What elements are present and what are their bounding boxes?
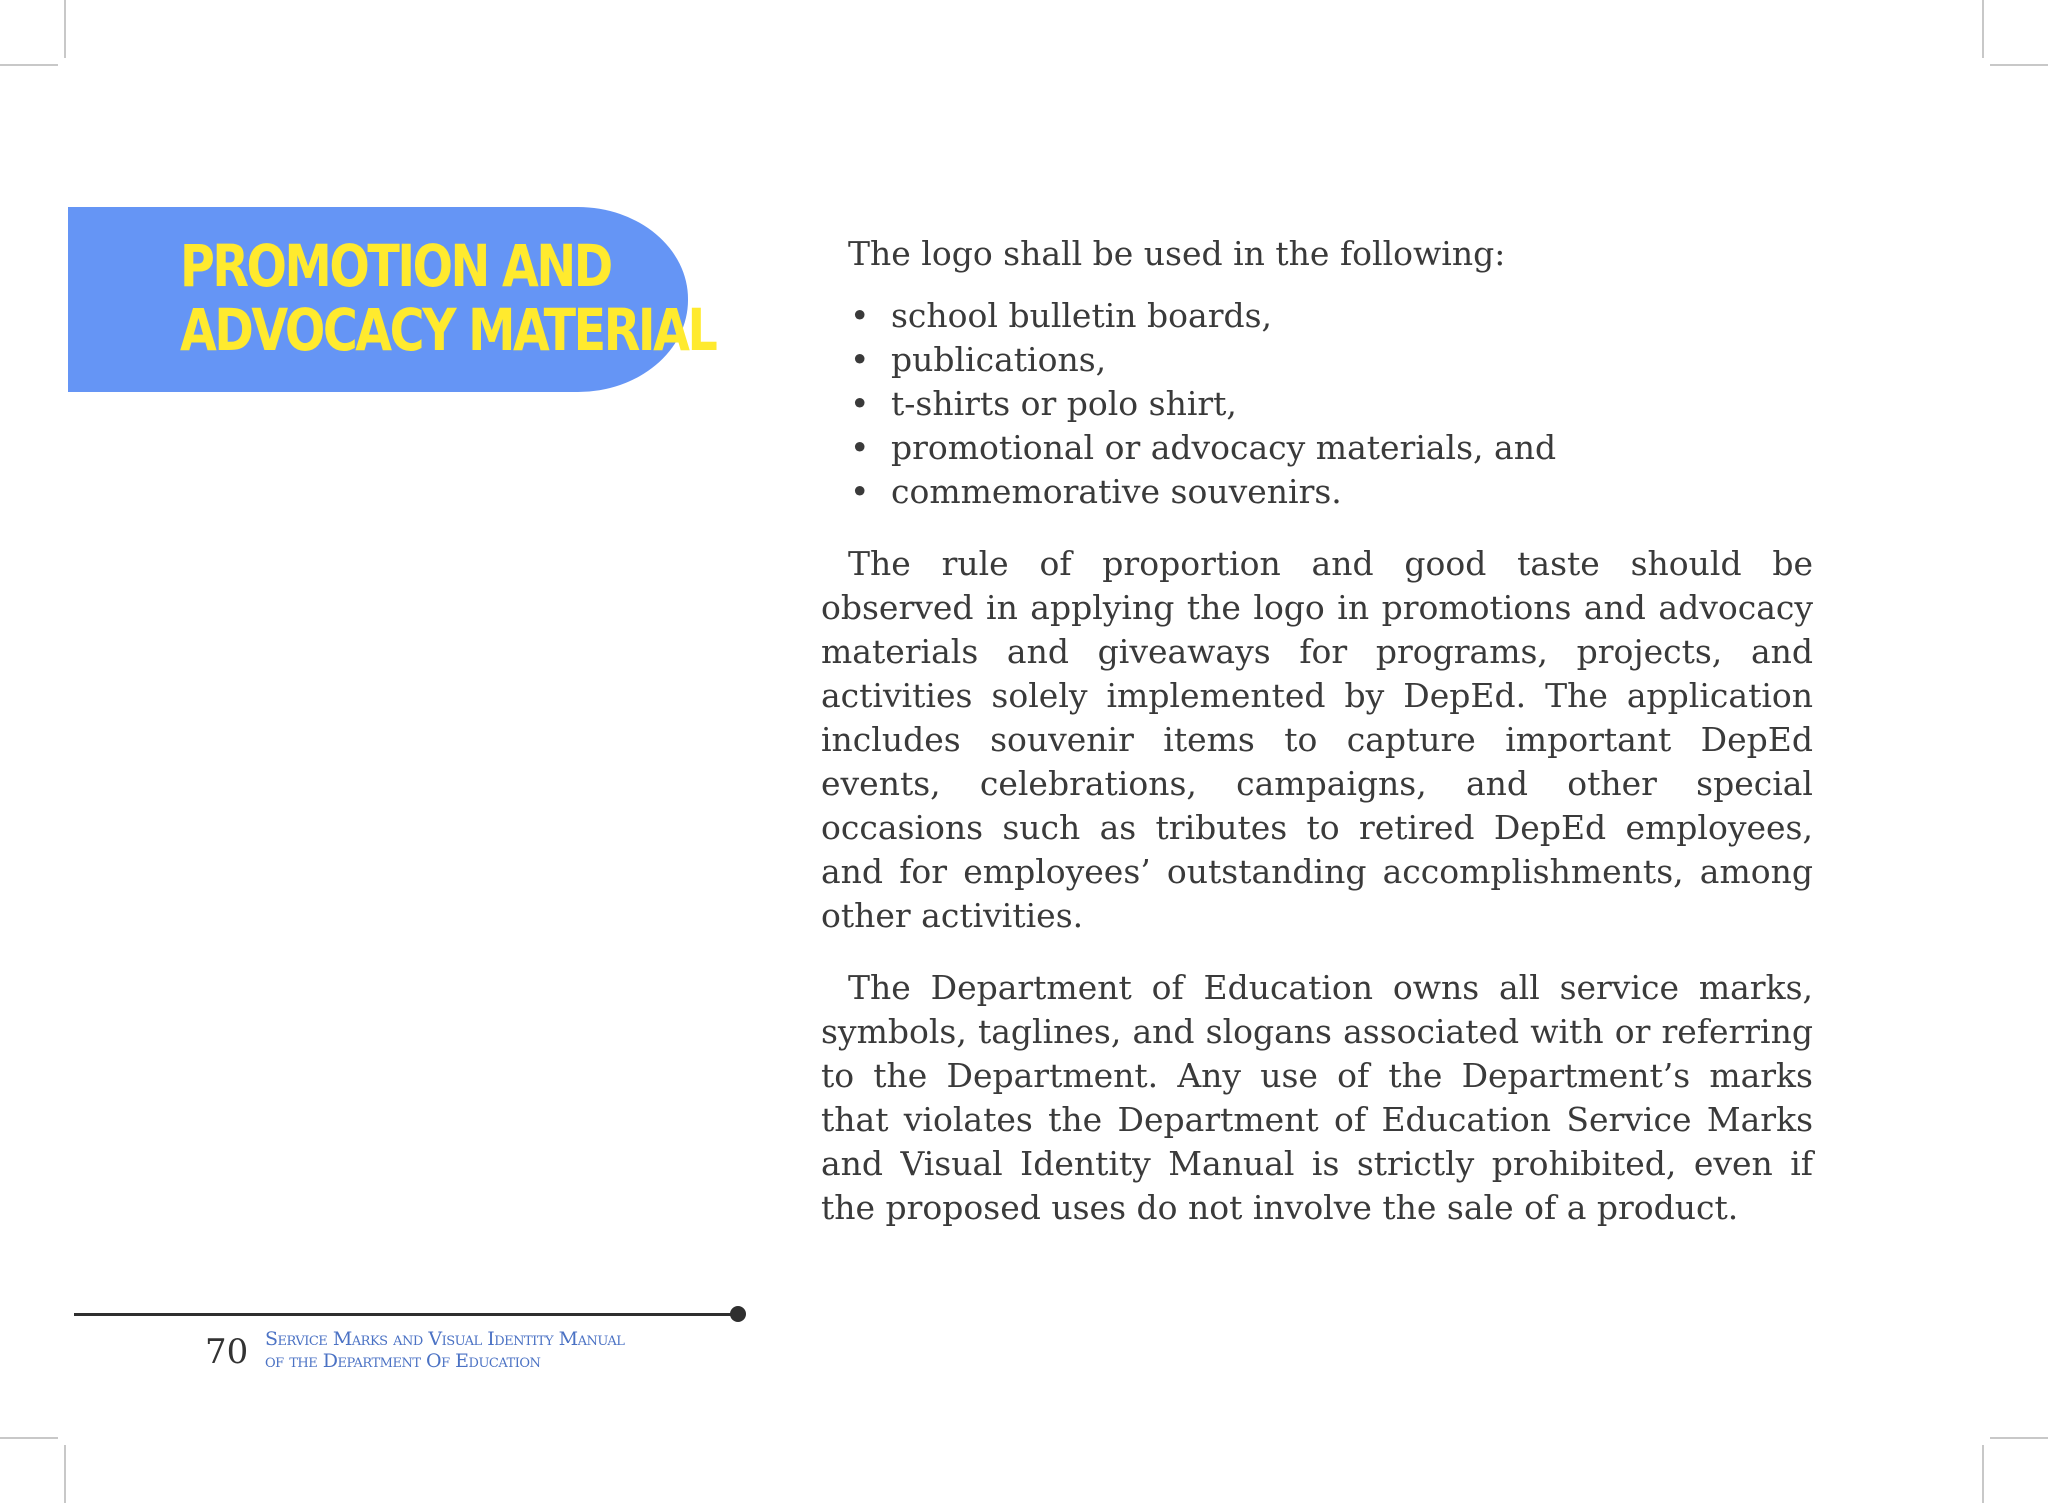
section-title-line-2: ADVOCACY MATERIAL	[180, 296, 716, 364]
list-item-text: commemorative souvenirs.	[891, 472, 1342, 511]
crop-mark-top-left-horizontal	[0, 64, 58, 66]
footer-rule-end-dot	[730, 1306, 746, 1322]
footer-title-line-1: Service Marks and Visual Identity Manual	[265, 1328, 625, 1350]
bullet-icon: •	[850, 472, 870, 511]
bullet-icon: •	[850, 428, 870, 467]
crop-mark-bottom-left-vertical	[64, 1445, 66, 1503]
section-title	[180, 232, 716, 364]
usage-list	[821, 294, 1813, 514]
footer-manual-title	[265, 1328, 745, 1372]
paragraph-proportion: The rule of proportion and good taste should be observed in applying the logo in promotions and advocacy materials and giveaways for programs, projects, and activities solely implemented by DepEd. The application includes souvenir items to capture important DepEd events, celebrations, campaigns, and other special occasions such as tributes to retired DepEd employees, and for employees’ outstanding accomplishments, among other activities.	[821, 544, 1813, 935]
bullet-icon: •	[850, 296, 870, 335]
crop-mark-top-right-horizontal	[1990, 64, 2048, 66]
crop-mark-bottom-right-vertical	[1982, 1445, 1984, 1503]
crop-mark-top-right-vertical	[1982, 0, 1984, 58]
list-item	[821, 426, 1813, 470]
paragraph-ownership: The Department of Education owns all service marks, symbols, taglines, and slogans associated with or referring to the Department. Any use of the Department’s marks that violates the Department of Education Service Marks and Visual Identity Manual is strictly prohibited, even if the proposed uses do not involve the sale of a product.	[821, 968, 1813, 1227]
crop-mark-bottom-left-horizontal	[0, 1437, 58, 1439]
bullet-icon: •	[850, 384, 870, 423]
crop-mark-bottom-right-horizontal	[1990, 1437, 2048, 1439]
page-number: 70	[205, 1332, 249, 1372]
list-item-text: publications,	[891, 340, 1107, 379]
intro-sentence: The logo shall be used in the following:	[848, 234, 1506, 273]
list-item	[821, 294, 1813, 338]
section-title-line-1: PROMOTION AND	[180, 232, 611, 300]
body-text	[821, 232, 1813, 1258]
list-item	[821, 382, 1813, 426]
crop-mark-top-left-vertical	[64, 0, 66, 58]
list-item-text: t-shirts or polo shirt,	[891, 384, 1237, 423]
list-item-text: school bulletin boards,	[891, 296, 1273, 335]
bullet-icon: •	[850, 340, 870, 379]
list-item	[821, 338, 1813, 382]
footer-rule	[74, 1313, 738, 1316]
footer-title-line-2: of the Department Of Education	[265, 1350, 541, 1372]
list-item-text: promotional or advocacy materials, and	[891, 428, 1557, 467]
list-item	[821, 470, 1813, 514]
